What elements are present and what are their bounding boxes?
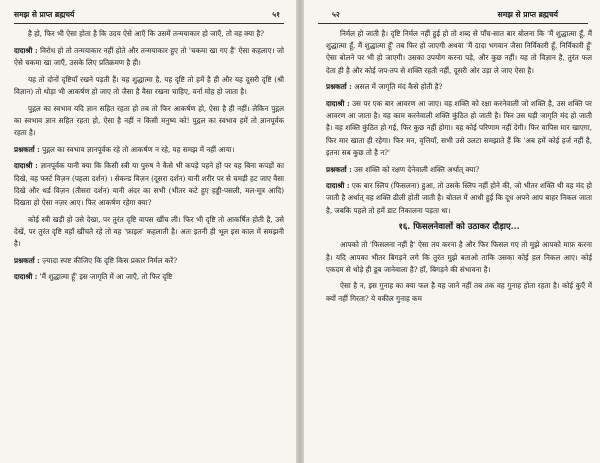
speaker-label: दादाश्री :	[14, 272, 38, 282]
paragraph-text: है हो, फिर भी ऐसा होता है कि उदय ऐसे आएँ कि उसमें तन्मयाकार हो जाएँ, तो वह क्या है?	[28, 29, 265, 38]
paragraph-text: आपको तो 'फिसलना नहीं है' ऐसा तय करना है और फिर फिसल गए तो मुझे आपको माफ़ करना है। यदि आपका भीतर बिगड़ने लगे कि तुरंत मुझे बताओ ताकि उसका कोई हल निकल आए। कोई एकदम से थोड़े ही डूब जानेवाला है? हाँ, बिगड़ने की संभावना है।	[326, 240, 592, 274]
left-page-number: ५१	[272, 10, 280, 19]
body-paragraph	[326, 280, 592, 304]
dialogue-paragraph	[14, 271, 284, 283]
section-heading: १६. फिसलनेवालों को उठाकर दौड़ाए...	[398, 222, 520, 233]
dialogue-paragraph	[326, 98, 592, 159]
paragraph-text: यह तो दोनों दृष्टियाँ रखने पड़ती हैं। यह शुद्धात्मा है, यह दृष्टि तो हमें है ही और यह दूसरी दृष्टि (श्री विज्ञान) तो थोड़ा भी आकर्षण हो जाए तो जैसा है वैसा रखना चाहिए, वर्ना मोह हो जाता है।	[14, 74, 284, 96]
paragraph-text: पुद्गल का स्वभाव ज्ञानपूर्वक रहे तो आकर्षण न रहे, यह समझ में नहीं आया।	[42, 144, 235, 154]
dialogue-paragraph	[14, 144, 284, 156]
left-header-title: समझ से प्राप्त ब्रह्मचर्य	[14, 10, 75, 19]
speaker-label: दादाश्री :	[14, 161, 38, 171]
paragraph-text: असल में जागृति मंद कैसे होती है?	[354, 82, 443, 92]
body-paragraph	[14, 214, 284, 251]
right-page-header	[318, 7, 588, 24]
paragraph-text: उस शक्ति को रक्षण देनेवाली शक्ति अर्थात् क्या?	[354, 164, 480, 174]
body-paragraph	[326, 28, 592, 77]
paragraph-text: विरोध हो तो तन्मयाकार नहीं होते और तन्मयाकार हुए तो 'चकमा खा गए हैं' ऐसा कहलाए। जो ऐसे चकमा खा जाएँ, उसके लिए प्रतिक्रमण है ही।	[14, 45, 284, 67]
left-page-body	[14, 28, 284, 457]
left-page	[0, 0, 296, 463]
speaker-label: प्रश्नकर्ता :	[14, 255, 40, 265]
body-paragraph	[14, 28, 284, 40]
speaker-label: प्रश्नकर्ता :	[326, 82, 352, 92]
right-paragraphs-after	[326, 239, 592, 305]
right-paragraphs-before	[326, 28, 592, 217]
paragraph-text: 'मैं शुद्धात्मा हूँ' इस जागृति में आ जाएँ, तो फिर दृष्टि	[39, 272, 173, 282]
right-page-number: ५२	[332, 10, 340, 19]
paragraph-text: ज्ञानपूर्वक यानी क्या कि किसी स्त्री या पुरुष ने कैसे भी कपड़े पहने हों पर वह बिना कपड़ों का दिखे, वह फर्स्ट विज़न (पहला दर्शन) । सेकन्ड विज़न (दूसरा दर्शन) यानी शरीर पर से चमड़ी हट जाए वैसा दिखे और थर्ड विज़न (तीसरा दर्शन) यानी अंदर का सभी (भीतर कटे हुए हड्डी-पसली, मल-मूत्र आदि) दिखता हो ऐसा नज़र आए। फिर आकर्षण रहेगा क्या?	[14, 161, 284, 207]
speaker-label: प्रश्नकर्ता :	[14, 144, 40, 154]
left-page-header	[14, 7, 284, 24]
paragraph-text: एक बार स्लिप (फिसलना) हुआ, तो उसके स्लिप नहीं होने की, जो भीतर शक्ति थी वह मंद हो जाती है अर्थात् वह शक्ति ढीली होती जाती है। बोतल में आधी हुई कि दूध अपने आप बाहर निकल जाता है, जबकि पहले तो हमें डाट निकालना पड़ता था।	[326, 181, 592, 215]
paragraph-text: पुद्गल का स्वभाव यदि ज्ञान सहित रहता हो तब तो फिर आकर्षण हो, ऐसा है ही नहीं। लेकिन पुद्गल का स्वभाव ज्ञान सहित रहता हो, ऐसा है नहीं न किसी मनुष्य को! पुद्गल का स्वभाव हमें तो ज्ञानपूर्वक रहता है।	[14, 103, 284, 137]
speaker-label: प्रश्नकर्ता :	[326, 164, 352, 174]
dialogue-paragraph	[326, 164, 592, 176]
body-paragraph	[14, 74, 284, 98]
paragraph-text: ऐसा है न, इस गुनाह का क्या फल है यह जाने नहीं तब तक वह गुनाह होता रहता है। कोई कुएँ में क्यों नहीं गिरता? ये वकील गुनाह कम	[326, 281, 592, 303]
dialogue-paragraph	[14, 160, 284, 209]
book-gutter	[296, 0, 304, 463]
speaker-label: दादाश्री :	[326, 181, 350, 191]
right-page-body	[326, 28, 592, 457]
body-paragraph	[326, 239, 592, 276]
body-paragraph	[14, 103, 284, 140]
dialogue-paragraph	[14, 45, 284, 69]
right-page	[304, 0, 600, 463]
paragraph-text: ज़्यादा स्पष्ट कीजिए कि दृष्टि किस प्रकार निर्मल करें?	[42, 255, 178, 265]
paragraph-text: कोई स्त्री खड़ी हो उसे देखा, पर तुरंत दृष्टि वापस खींच ली। फिर भी दृष्टि तो आकर्षित होती है, उसे देखें, पर तुरंत दृष्टि वहाँ खींचते रहे तो वह 'फ़ाइल' कहलाती है। अतः इतनी ही भूल इस काल में समझनी है।	[14, 214, 284, 249]
paragraph-text: उस पर एक बार आवरण आ जाए। वह शक्ति को रक्षा करनेवाली जो शक्ति है, उस शक्ति पर आवरण आ जाता है। यह काम करनेवाली शक्ति कुंठित हो जाती है। फिर उस घड़ी जागृति मंद हो जाती है। वह शक्ति कुंठित हो गई, फिर कुछ नहीं होगा। वह कोई परिणाम नहीं देगी। फिर वापिस मार खाएगा, फिर मार खाता ही रहेगा। फिर मन, वृत्तियाँ, सभी उसे उलटा समझाते हैं कि 'अब हमें कोई हर्ज नहीं है, इतना सब कुछ तो है न?'	[326, 99, 592, 157]
dialogue-paragraph	[326, 180, 592, 217]
speaker-label: दादाश्री :	[14, 45, 38, 55]
paragraph-text: निर्मल हो जाती है। दृष्टि निर्मल नहीं हुई हो तो शब्द से पाँच-सात बार बोलना कि 'मैं शुद्धात्मा हूँ, मैं शुद्धात्मा हूँ, मैं शुद्धात्मा हूँ' तब फिर हो जाएगी अथवा 'मैं दादा भगवान जैसा निर्विकारी हूँ, निर्विकारी हूँ' ऐसा बोलने पर भी हो जाएगी। उसका उपयोग करना पड़े, और कुछ नहीं। यह तो विज्ञान है, तुरंत फल देता ही है और कोई जप-तप से शक्ति रहती नहीं, दूसरी ओर उड़ा ले जाए ऐसा है।	[326, 29, 592, 75]
right-header-title: समझ से प्राप्त ब्रह्मचर्य	[497, 10, 558, 19]
dialogue-paragraph	[14, 255, 284, 267]
speaker-label: दादाश्री :	[326, 99, 350, 109]
dialogue-paragraph	[326, 81, 592, 93]
